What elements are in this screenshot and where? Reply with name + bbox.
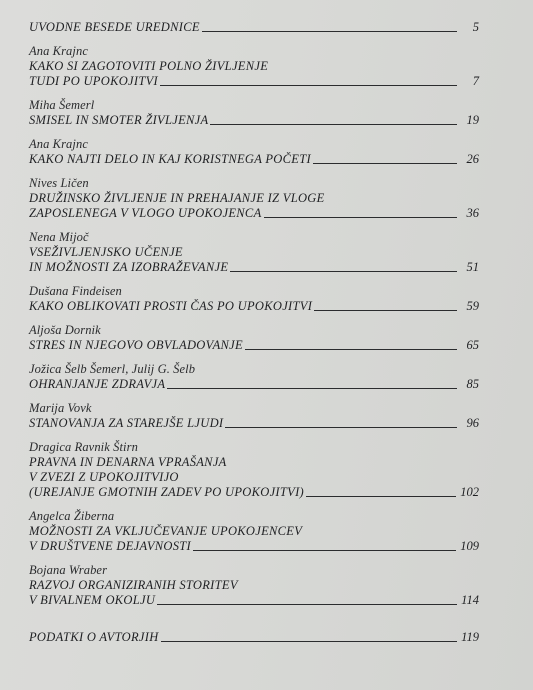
toc-title: MOŽNOSTI ZA VKLJUČEVANJE UPOKOJENCEV	[29, 524, 303, 538]
toc-author: Marija Vovk	[29, 401, 92, 415]
toc-entry	[29, 284, 479, 314]
toc-entry	[29, 137, 479, 167]
page-number: 51	[466, 260, 479, 274]
page-number: 109	[460, 539, 479, 553]
dot-leader	[264, 217, 458, 218]
toc-title-row	[29, 630, 479, 645]
toc-author: Nena Mijoč	[29, 230, 89, 244]
table-of-contents	[29, 20, 479, 645]
toc-entry	[29, 98, 479, 128]
toc-entry	[29, 176, 479, 221]
toc-title: RAZVOJ ORGANIZIRANIH STORITEV	[29, 578, 238, 592]
toc-entry	[29, 44, 479, 89]
page-number: 26	[466, 152, 479, 166]
dot-leader	[193, 550, 456, 551]
toc-title-row	[29, 593, 479, 608]
toc-title: KAKO SI ZAGOTOVITI POLNO ŽIVLJENJE	[29, 59, 269, 73]
dot-leader	[245, 349, 457, 350]
page-number: 59	[466, 299, 479, 313]
toc-title-row	[29, 485, 479, 500]
toc-title-row	[29, 299, 479, 314]
toc-title: IN MOŽNOSTI ZA IZOBRAŽEVANJE	[29, 260, 229, 274]
toc-title: V DRUŠTVENE DEJAVNOSTI	[29, 539, 191, 553]
toc-entry	[29, 440, 479, 500]
toc-title: SMISEL IN SMOTER ŽIVLJENJA	[29, 113, 209, 127]
dot-leader	[167, 388, 457, 389]
toc-author: Ana Krajnc	[29, 44, 88, 58]
toc-title-row	[29, 152, 479, 167]
toc-title: VSEŽIVLJENJSKO UČENJE	[29, 245, 183, 259]
toc-entry	[29, 630, 479, 645]
toc-title: OHRANJANJE ZDRAVJA	[29, 377, 166, 391]
toc-author: Dušana Findeisen	[29, 284, 122, 298]
page-number: 85	[466, 377, 479, 391]
toc-author: Miha Šemerl	[29, 98, 95, 112]
dot-leader	[161, 641, 457, 642]
toc-entry	[29, 362, 479, 392]
toc-author: Angelca Žiberna	[29, 509, 115, 523]
toc-title-row	[29, 338, 479, 353]
toc-title: PRAVNA IN DENARNA VPRAŠANJA	[29, 455, 227, 469]
dot-leader	[157, 604, 457, 605]
toc-author: Dragica Ravnik Štirn	[29, 440, 138, 454]
toc-entry	[29, 230, 479, 275]
toc-title-row	[29, 113, 479, 128]
page-number: 65	[466, 338, 479, 352]
dot-leader	[210, 124, 457, 125]
toc-entry	[29, 401, 479, 431]
toc-entry	[29, 509, 479, 554]
page-number: 7	[472, 74, 479, 88]
toc-title-row	[29, 206, 479, 221]
dot-leader	[202, 31, 457, 32]
toc-title: PODATKI O AVTORJIH	[29, 630, 159, 644]
toc-title: STANOVANJA ZA STAREJŠE LJUDI	[29, 416, 224, 430]
toc-entry	[29, 20, 479, 35]
toc-title-row	[29, 416, 479, 431]
dot-leader	[313, 163, 457, 164]
toc-title: ZAPOSLENEGA V VLOGO UPOKOJENCA	[29, 206, 262, 220]
toc-entry	[29, 323, 479, 353]
dot-leader	[314, 310, 457, 311]
toc-title: UVODNE BESEDE UREDNICE	[29, 20, 200, 34]
page-number: 119	[461, 630, 479, 644]
toc-author: Ana Krajnc	[29, 137, 88, 151]
dot-leader	[230, 271, 457, 272]
toc-title: V BIVALNEM OKOLJU	[29, 593, 156, 607]
toc-title: (UREJANJE GMOTNIH ZADEV PO UPOKOJITVI)	[29, 485, 305, 499]
toc-author: Jožica Šelb Šemerl, Julij G. Šelb	[29, 362, 196, 376]
page-number: 5	[472, 20, 479, 34]
page-number: 19	[466, 113, 479, 127]
toc-author: Nives Ličen	[29, 176, 89, 190]
toc-title: KAKO NAJTI DELO IN KAJ KORISTNEGA POČETI	[29, 152, 311, 166]
page-number: 36	[466, 206, 479, 220]
toc-title: V ZVEZI Z UPOKOJITVIJO	[29, 470, 179, 484]
toc-title-row	[29, 377, 479, 392]
toc-title-row	[29, 20, 479, 35]
page-number: 96	[466, 416, 479, 430]
toc-title-row	[29, 74, 479, 89]
dot-leader	[225, 427, 457, 428]
toc-title-row	[29, 260, 479, 275]
page-number: 102	[460, 485, 479, 499]
toc-title: STRES IN NJEGOVO OBVLADOVANJE	[29, 338, 243, 352]
toc-title-row	[29, 539, 479, 554]
dot-leader	[160, 85, 457, 86]
toc-author: Aljoša Dornik	[29, 323, 101, 337]
dot-leader	[306, 496, 456, 497]
toc-entry	[29, 563, 479, 608]
toc-author: Bojana Wraber	[29, 563, 108, 577]
toc-title: DRUŽINSKO ŽIVLJENJE IN PREHAJANJE IZ VLOGE	[29, 191, 325, 205]
page-number: 114	[461, 593, 479, 607]
toc-title: KAKO OBLIKOVATI PROSTI ČAS PO UPOKOJITVI	[29, 299, 313, 313]
toc-title: TUDI PO UPOKOJITVI	[29, 74, 158, 88]
